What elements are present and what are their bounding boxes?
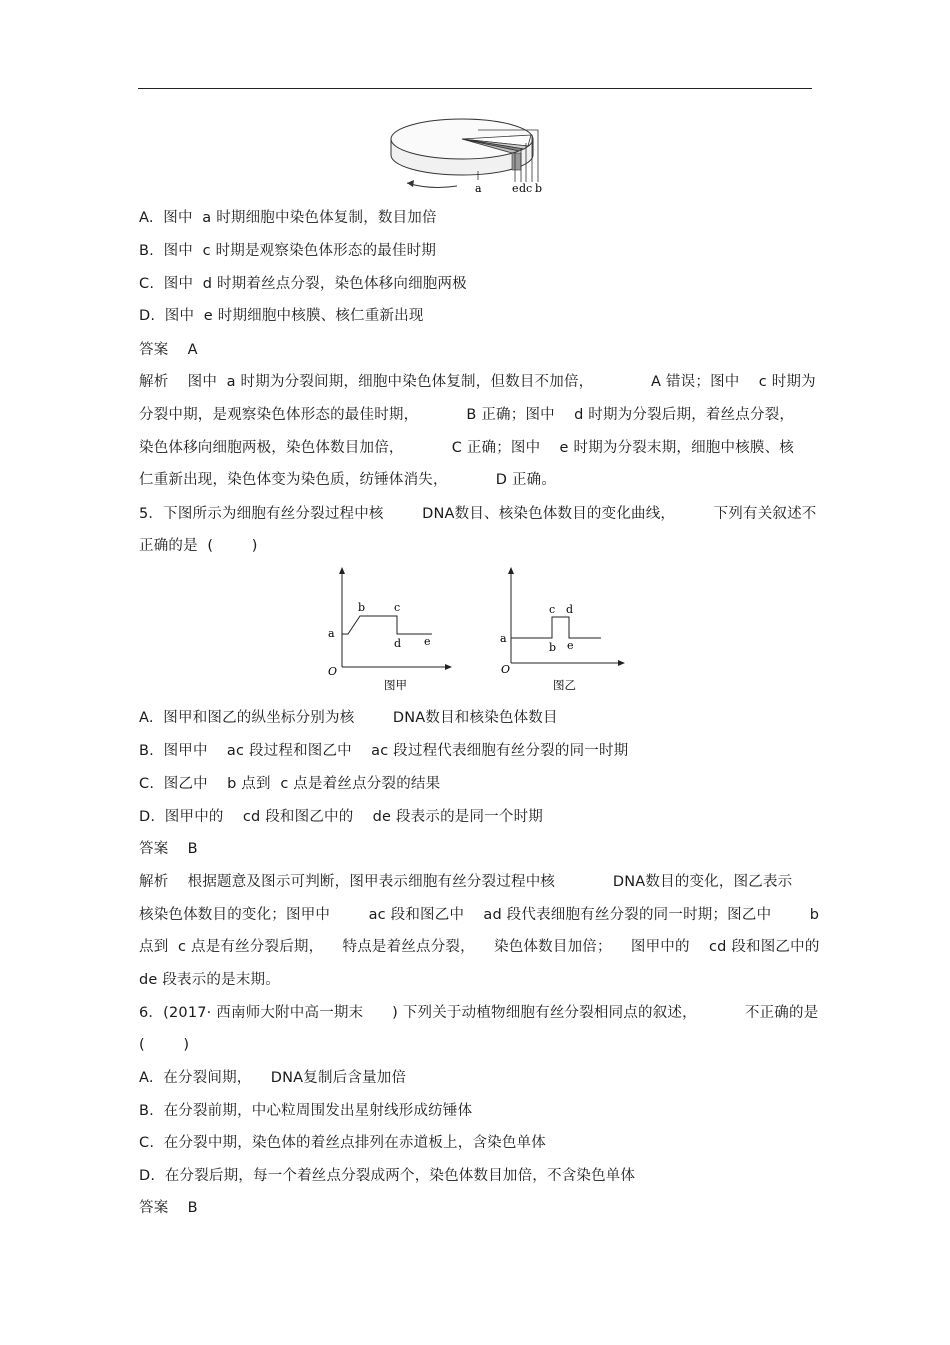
q5-option-c: C. 图乙中 b 点到 c 点是着丝点分裂的结果: [139, 776, 441, 792]
graph-jia-y-arrow: [339, 567, 345, 574]
q5-stem-line-2: 正确的是 ( ): [139, 538, 258, 554]
q5-option-d: D. 图甲中的 cd 段和图乙中的 de 段表示的是同一个时期: [139, 809, 543, 825]
graph-yi-caption: 图乙: [553, 678, 576, 692]
graph-jia-caption: 图甲: [384, 678, 407, 692]
q5-stem-line-1: 5．下图所示为细胞有丝分裂过程中核 DNA数目、核染色体数目的变化曲线， 下列有关叙述不: [139, 506, 817, 522]
graph-jia-x-arrow: [445, 664, 452, 670]
graph-jia-point-d: d: [394, 637, 402, 650]
graph-jia-point-a: a: [328, 627, 335, 640]
graph-yi: [493, 565, 633, 695]
q5-analysis-line-4: de 段表示的是末期。: [139, 972, 280, 988]
graph-jia-origin: O: [328, 665, 338, 678]
graph-yi-point-e: e: [567, 639, 574, 652]
q6-stem-line-2: ( ): [139, 1037, 190, 1053]
q5-option-a: A. 图甲和图乙的纵坐标分别为核 DNA数目和核染色体数目: [139, 710, 558, 726]
q6-option-a: A. 在分裂间期， DNA复制后含量加倍: [139, 1070, 407, 1086]
q6-option-b: B. 在分裂前期，中心粒周围发出星射线形成纺锤体: [139, 1103, 473, 1119]
graph-yi-curve: [511, 617, 601, 638]
q4-option-d: D. 图中 e 时期细胞中核膜、核仁重新出现: [139, 308, 424, 324]
q4-analysis-line-3: 染色体移向细胞两极，染色体数目加倍， C 正确；图中 e 时期为分裂末期，细胞中核膜、核: [139, 440, 794, 456]
header-rule: [138, 88, 812, 89]
q5-analysis-line-2: 核染色体数目的变化；图甲中 ac 段和图乙中 ad 段代表细胞有丝分裂的同一时期；图乙中 b: [139, 907, 820, 923]
q4-option-c: C. 图中 d 时期着丝点分裂，染色体移向细胞两极: [139, 276, 467, 292]
q5-analysis-line-1: 解析 根据题意及图示可判断，图甲表示细胞有丝分裂过程中核 DNA数目的变化，图乙表示: [139, 874, 793, 890]
cell-cycle-pie-figure: [385, 108, 565, 198]
q4-option-b: B. 图中 c 时期是观察染色体形态的最佳时期: [139, 243, 437, 259]
graph-yi-point-c: c: [549, 603, 556, 616]
pie-label-e: e: [512, 182, 519, 195]
rotation-arrow: [407, 183, 457, 187]
graph-yi-x-arrow: [618, 660, 625, 666]
graph-yi-point-d: d: [566, 603, 574, 616]
q6-option-d: D. 在分裂后期，每一个着丝点分裂成两个，染色体数目加倍，不含染色单体: [139, 1168, 636, 1184]
q4-answer: 答案 A: [139, 342, 198, 358]
graph-yi-point-a: a: [500, 632, 507, 645]
pie-label-d: d: [519, 182, 527, 195]
q4-option-a: A. 图中 a 时期细胞中染色体复制，数目加倍: [139, 210, 437, 226]
q4-analysis-line-1: 解析 图中 a 时期为分裂间期，细胞中染色体复制，但数目不加倍， A 错误；图中 c 时期为: [139, 374, 816, 390]
q6-option-c: C. 在分裂中期，染色体的着丝点排列在赤道板上，含染色单体: [139, 1135, 546, 1151]
q6-answer: 答案 B: [139, 1200, 198, 1216]
rotation-arrow-head: [407, 180, 414, 187]
graph-jia-point-e: e: [424, 635, 431, 648]
pie-label-a: a: [475, 182, 482, 195]
graph-jia-point-c: c: [394, 601, 401, 614]
q5-option-b: B. 图甲中 ac 段过程和图乙中 ac 段过程代表细胞有丝分裂的同一时期: [139, 743, 629, 759]
graph-yi-origin: O: [501, 663, 511, 676]
q6-stem-line-1: 6．(2017· 西南师大附中高一期末 ) 下列关于动植物细胞有丝分裂相同点的叙述， 不正确的是: [139, 1005, 819, 1021]
graph-yi-point-b: b: [549, 641, 557, 654]
graph-jia-point-b: b: [358, 601, 366, 614]
q5-answer: 答案 B: [139, 841, 198, 857]
graph-jia: [322, 565, 457, 695]
pie-label-b: b: [535, 182, 543, 195]
pie-side-shade: [512, 153, 521, 170]
q4-analysis-line-4: 仁重新出现，染色体变为染色质，纺锤体消失， D 正确。: [139, 472, 557, 488]
q4-analysis-line-2: 分裂中期，是观察染色体形态的最佳时期， B 正确；图中 d 时期为分裂后期，着丝点分裂，: [139, 407, 795, 423]
graph-jia-curve: [342, 616, 432, 634]
graph-yi-y-arrow: [508, 567, 514, 574]
pie-label-c: c: [526, 182, 533, 195]
q5-analysis-line-3: 点到 c 点是有丝分裂后期， 特点是着丝点分裂， 染色体数目加倍； 图甲中的 cd 段和图乙中的: [139, 939, 820, 955]
